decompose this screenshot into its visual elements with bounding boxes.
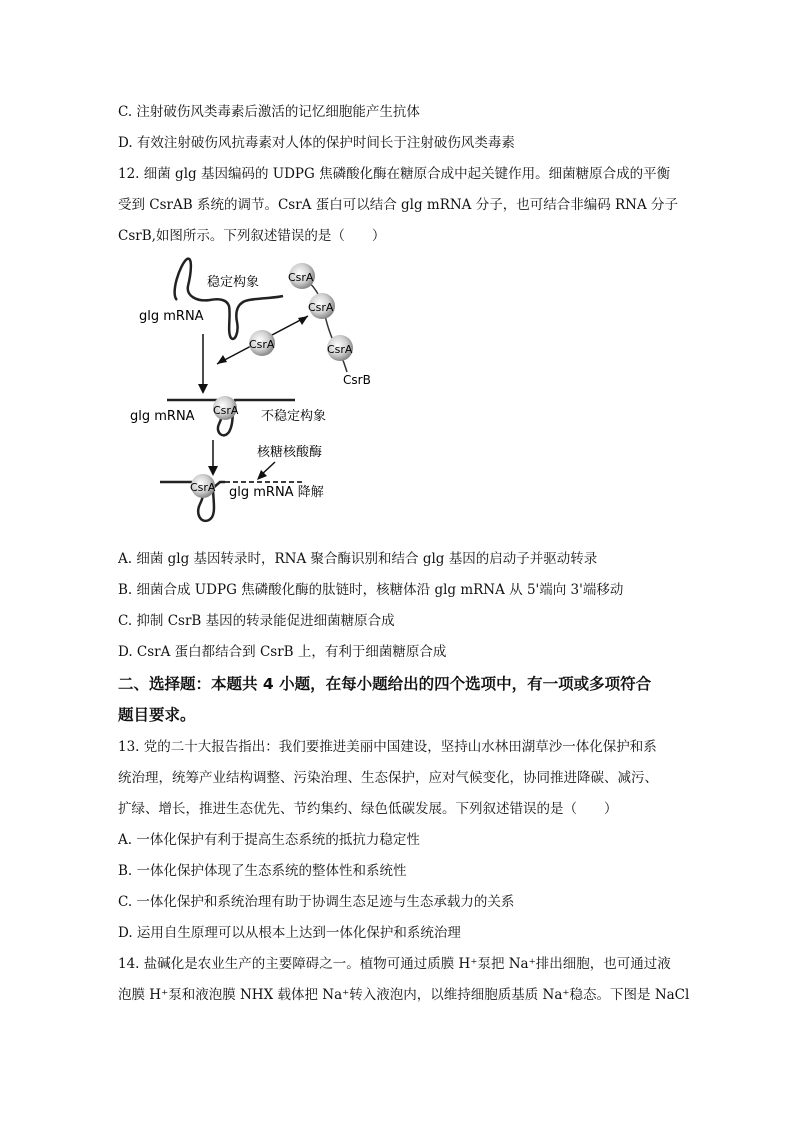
csra-label: CsrA — [213, 404, 239, 417]
rnase-label: 核糖核酸酶 — [257, 445, 323, 460]
q13-option-a: A. 一体化保护有利于提高生态系统的抵抗力稳定性 — [118, 832, 420, 848]
q13-stem-3: 扩绿、增长，推进生态优先、节约集约、绿色低碳发展。下列叙述错误的是（ ） — [118, 801, 618, 817]
csra-label: CsrA — [190, 481, 216, 494]
mrna-label-1: glg mRNA — [139, 309, 204, 324]
q13-stem-2: 统治理，统筹产业结构调整、污染治理、生态保护，应对气候变化，协同推进降碳、减污、 — [118, 770, 658, 786]
degrade-label: glg mRNA 降解 — [229, 485, 324, 500]
q14-stem-1: 14. 盐碱化是农业生产的主要障碍之一。植物可通过质膜 H⁺泵把 Na⁺排出细胞，也可通过液 — [118, 956, 671, 972]
csra-label: CsrA — [249, 338, 275, 351]
section-heading-2: 题目要求。 — [118, 706, 196, 724]
q13-option-d: D. 运用自生原理可以从根本上达到一体化保护和系统治理 — [118, 925, 461, 941]
csra-label: CsrA — [288, 271, 314, 284]
mrna-label-2: glg mRNA — [130, 409, 195, 424]
section-heading-1: 二、选择题：本题共 4 小题，在每小题给出的四个选项中，有一项或多项符合 — [118, 675, 652, 693]
q12-stem-1: 12. 细菌 glg 基因编码的 UDPG 焦磷酸化酶在糖原合成中起关键作用。细菌糖原合成的平衡 — [118, 166, 671, 182]
csra-label: CsrA — [327, 343, 353, 356]
csra-label: CsrA — [308, 301, 334, 314]
q12-stem-3: CsrB,如图所示。下列叙述错误的是（ ） — [118, 228, 386, 244]
q12-option-d: D. CsrA 蛋白都结合到 CsrB 上，有利于细菌糖原合成 — [118, 644, 447, 660]
csrab-diagram — [125, 254, 385, 526]
q12-stem-2: 受到 CsrAB 系统的调节。CsrA 蛋白可以结合 glg mRNA 分子，也可结合非编码 RNA 分子 — [118, 197, 679, 213]
q11-option-d: D. 有效注射破伤风抗毒素对人体的保护时间长于注射破伤风类毒素 — [118, 135, 515, 151]
q11-option-c: C. 注射破伤风类毒素后激活的记忆细胞能产生抗体 — [118, 104, 420, 120]
csrb-label: CsrB — [343, 373, 371, 387]
stable-label: 稳定构象 — [207, 275, 260, 290]
stable-mrna-strand — [175, 259, 283, 339]
unstable-label: 不稳定构象 — [261, 409, 327, 424]
q13-option-c: C. 一体化保护和系统治理有助于协调生态足迹与生态承载力的关系 — [118, 894, 515, 910]
q13-option-b: B. 一体化保护体现了生态系统的整体性和系统性 — [118, 863, 407, 879]
q13-stem-1: 13. 党的二十大报告指出：我们要推进美丽中国建设，坚持山水林田湖草沙一体化保护和系 — [118, 739, 657, 755]
q14-stem-2: 泡膜 H⁺泵和液泡膜 NHX 载体把 Na⁺转入液泡内，以维持细胞质基质 Na⁺稳态。下图是 NaCl — [118, 987, 690, 1003]
q12-option-a: A. 细菌 glg 基因转录时，RNA 聚合酶识别和结合 glg 基因的启动子并驱动转录 — [118, 551, 598, 567]
q12-option-b: B. 细菌合成 UDPG 焦磷酸化酶的肽链时，核糖体沿 glg mRNA 从 5'端向 3'端移动 — [118, 582, 624, 598]
q12-option-c: C. 抑制 CsrB 基因的转录能促进细菌糖原合成 — [118, 613, 395, 629]
